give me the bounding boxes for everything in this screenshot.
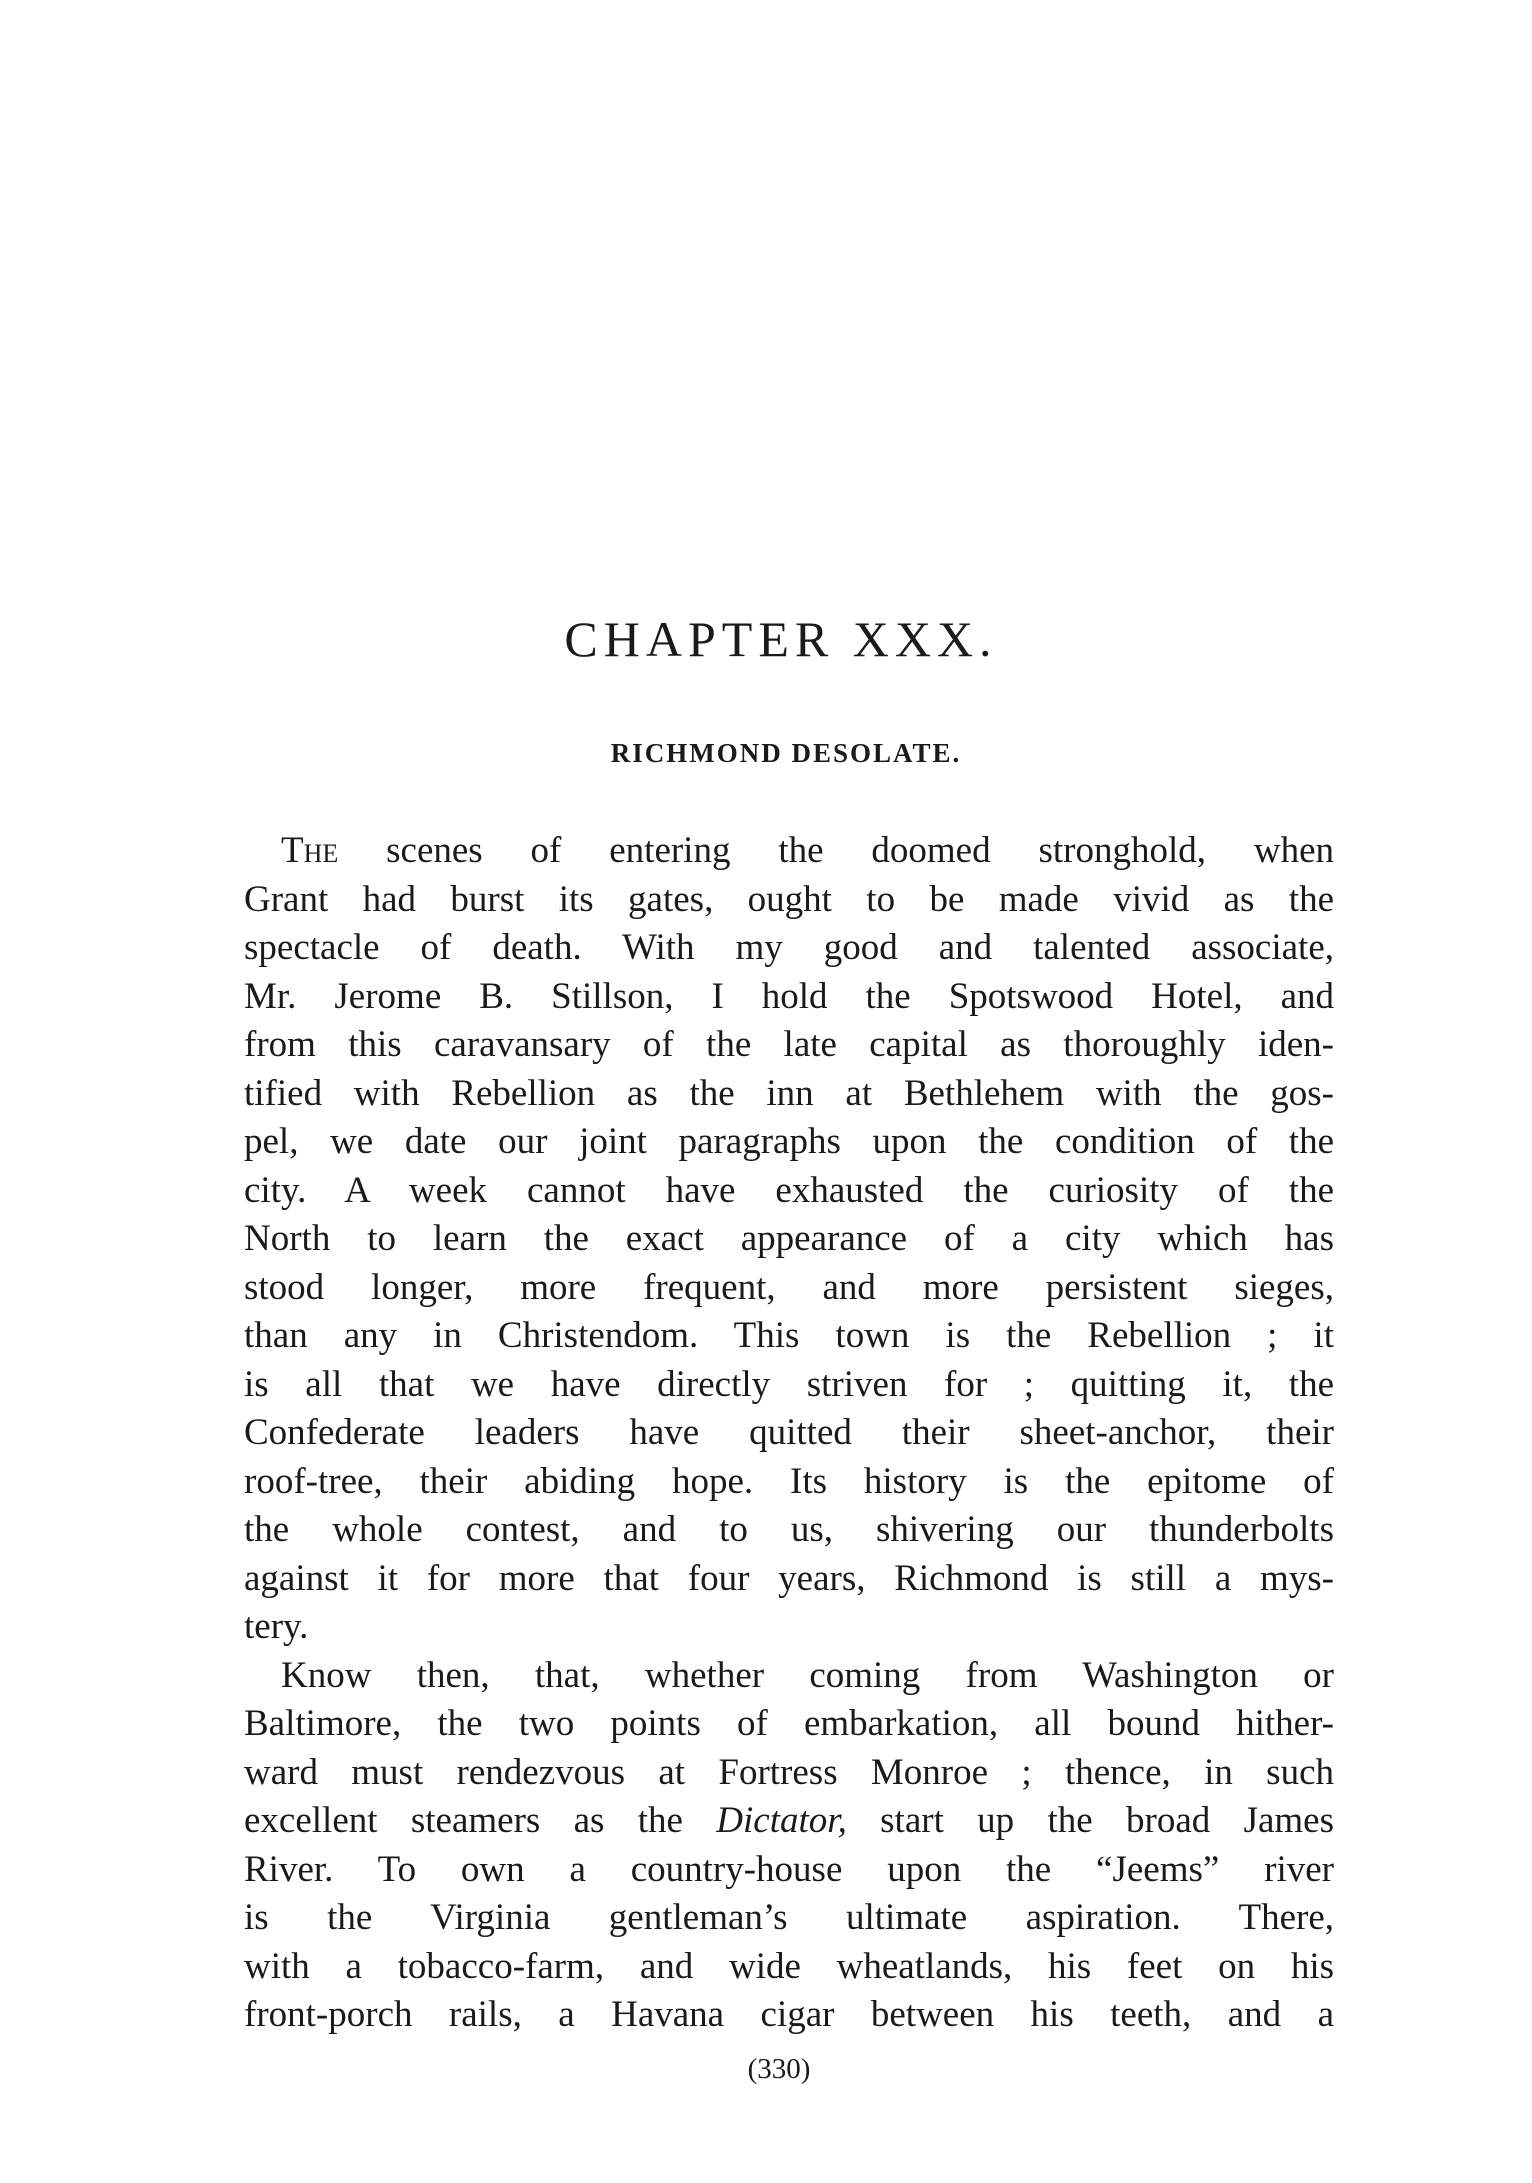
text-line: River. To own a country-house upon the “Jeems” river xyxy=(244,1848,1334,1890)
opening-word: The xyxy=(281,830,339,871)
text-line: roof-tree, their abiding hope. Its history is the epitome of xyxy=(244,1460,1334,1502)
ship-name: Dictator, xyxy=(716,1800,847,1841)
text-line: the whole contest, and to us, shivering our thunderbolts xyxy=(244,1509,1334,1550)
text-line: The scenes of entering the doomed stronghold, when xyxy=(281,830,1334,871)
text-line: excellent steamers as the Dictator, start up the broad James xyxy=(244,1800,1335,1841)
page-number: (330) xyxy=(747,2053,811,2085)
text-line: is all that we have directly striven for ; quitting it, the xyxy=(244,1363,1334,1405)
chapter-subtitle: RICHMOND DESOLATE. xyxy=(610,738,962,768)
text-line: against it for more that four years, Richmond is still a mys- xyxy=(244,1557,1334,1599)
text-line: tified with Rebellion as the inn at Bethlehem with the gos- xyxy=(244,1072,1334,1114)
text-line: than any in Christendom. This town is the Rebellion ; it xyxy=(244,1315,1334,1356)
text-line: from this caravansary of the late capital as thoroughly iden- xyxy=(244,1024,1334,1065)
text-line: city. A week cannot have exhausted the curiosity of the xyxy=(244,1169,1334,1211)
text-line: with a tobacco-farm, and wide wheatlands, his feet on his xyxy=(244,1945,1334,1987)
text-line: North to learn the exact appearance of a city which has xyxy=(244,1218,1334,1259)
text-line: Mr. Jerome B. Stillson, I hold the Spotswood Hotel, and xyxy=(244,975,1334,1017)
chapter-body xyxy=(244,827,1334,2040)
paragraph-1 xyxy=(244,827,1334,1652)
text-line: Baltimore, the two points of embarkation, all bound hither- xyxy=(244,1703,1334,1744)
text-line: Know then, that, whether coming from Washington or xyxy=(281,1654,1334,1696)
chapter-title: CHAPTER XXX. xyxy=(564,611,998,667)
text-line: pel, we date our joint paragraphs upon the condition of the xyxy=(244,1121,1334,1162)
text-line: spectacle of death. With my good and talented associate, xyxy=(244,927,1334,968)
text-line: Grant had burst its gates, ought to be made vivid as the xyxy=(244,878,1334,920)
paragraph-2 xyxy=(244,1652,1334,2040)
text-line: stood longer, more frequent, and more persistent sieges, xyxy=(244,1266,1334,1308)
text-line: is the Virginia gentleman’s ultimate aspiration. There, xyxy=(244,1897,1334,1938)
text-line: Confederate leaders have quitted their sheet-anchor, their xyxy=(244,1412,1334,1453)
text-line: tery. xyxy=(244,1606,309,1647)
text-line: front-porch rails, a Havana cigar between his teeth, and a xyxy=(244,1994,1334,2035)
text-line: ward must rendezvous at Fortress Monroe ; thence, in such xyxy=(244,1751,1334,1793)
